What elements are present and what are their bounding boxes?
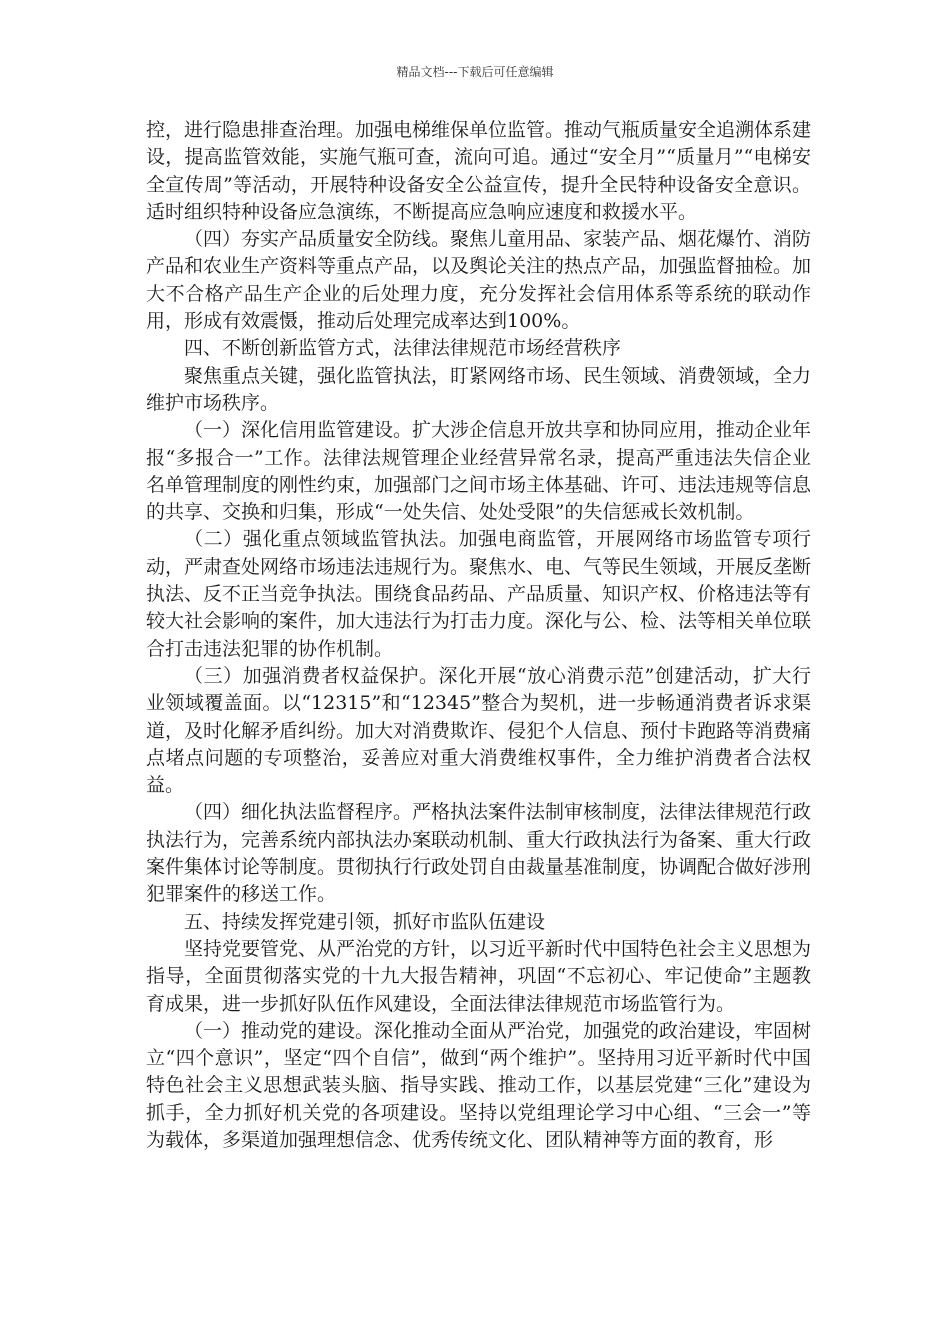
paragraph: （四）夯实产品质量安全防线。聚焦儿童用品、家装产品、烟花爆竹、消防产品和农业生产资料等重点产品，以及舆论关注的热点产品，加强监督抽检。加大不合格产品生产企业的后处理力度，充分发挥社会信用体系等系统的联动作用，形成有效震慑，推动后处理完成率达到100%。: [146, 228, 812, 333]
section-heading: 四、不断创新监管方式，法律法律规范市场经营秩序: [184, 337, 622, 360]
paragraph: （四）细化执法监督程序。严格执法案件法制审核制度，法律法律规范行政执法行为，完善系统内部执法办案联动机制、重大行政执法行为备案、重大行政案件集体讨论等制度。贯彻执行行政处罚自由裁量基准制度，协调配合做好涉刑犯罪案件的移送工作。: [146, 801, 812, 906]
paragraph: （一）推动党的建设。深化推动全面从严治党，加强党的政治建设，牢固树立“四个意识”，坚定“四个自信”，做到“两个维护”。坚持用习近平新时代中国特色社会主义思想武装头脑、指导实践、推动工作，以基层党建“三化”建设为抓手，全力抓好机关党的各项建设。坚持以党组理论学习中心组、“三会一”等为载体，多渠道加强理想信念、优秀传统文化、团队精神等方面的教育，形: [146, 1019, 812, 1151]
page-header: 精品文档---下载后可任意编辑: [396, 65, 554, 79]
paragraph: （一）深化信用监管建设。扩大涉企信息开放共享和协同应用，推动企业年报“多报合一”工作。法律法规管理企业经营异常名录，提高严重违法失信企业名单管理制度的刚性约束，加强部门之间市场主体基础、许可、违法违规等信息的共享、交换和归集，形成“一处失信、处处受限”的失信惩戒长效机制。: [146, 419, 812, 524]
paragraph: 聚焦重点关键，强化监管执法，盯紧网络市场、民生领域、消费领域，全力维护市场秩序。: [146, 364, 812, 414]
section-heading: 五、持续发挥党建引领，抓好市监队伍建设: [184, 910, 546, 933]
paragraph-continued: 控，进行隐患排查治理。加强电梯维保单位监管。推动气瓶质量安全追溯体系建设，提高监管效能，实施气瓶可查，流向可追。通过“安全月”“质量月”“电梯安全宣传周”等活动，开展特种设备安全公益宣传，提升全民特种设备安全意识。适时组织特种设备应急演练，不断提高应急响应速度和救援水平。: [146, 119, 812, 223]
paragraph: （二）强化重点领域监管执法。加强电商监管，开展网络市场监管专项行动，严肃查处网络市场违法违规行为。聚焦水、电、气等民生领域，开展反垄断执法、反不正当竞争执法。围绕食品药品、产品质量、知识产权、价格违法等有较大社会影响的案件，加大违法行为打击力度。深化与公、检、法等相关单位联合打击违法犯罪的协作机制。: [146, 528, 812, 660]
paragraph: （三）加强消费者权益保护。深化开展“放心消费示范”创建活动，扩大行业领域覆盖面。以“12315”和“12345”整合为契机，进一步畅通消费者诉求渠道，及时化解矛盾纠纷。加大对消费欺诈、侵犯个人信息、预付卡跑路等消费痛点堵点问题的专项整治，妥善应对重大消费维权事件，全力维护消费者合法权益。: [146, 664, 812, 797]
document-body: [146, 117, 811, 1154]
paragraph: 坚持党要管党、从严治党的方针，以习近平新时代中国特色社会主义思想为指导，全面贯彻落实党的十九大报告精神，巩固“不忘初心、牢记使命”主题教育成果，进一步抓好队伍作风建设，全面法律法律规范市场监管行为。: [146, 937, 812, 1015]
